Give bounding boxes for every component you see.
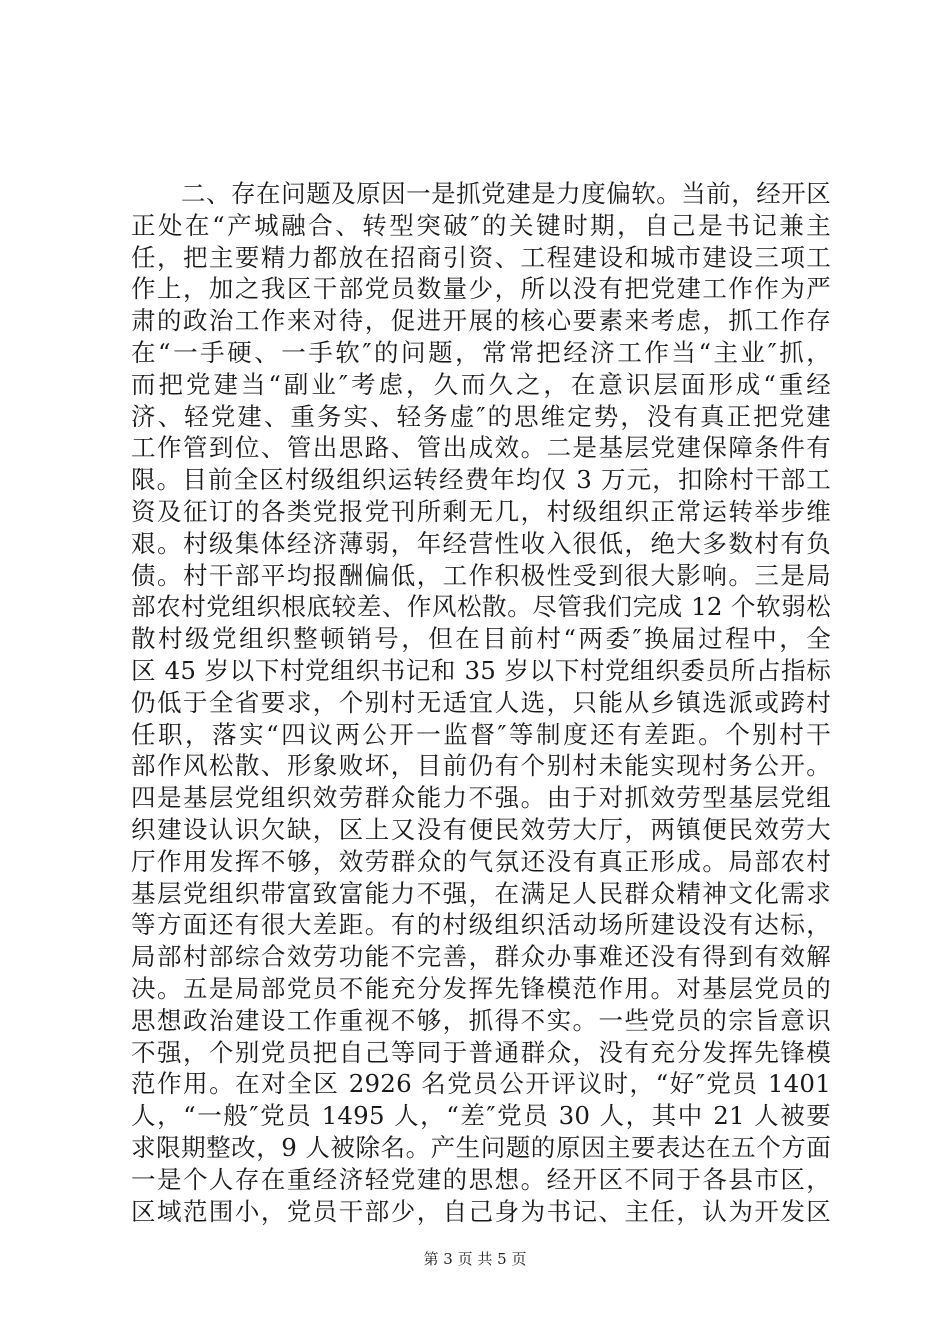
text-line: 求限期整改，9 人被除名。产生问题的原因主要表达在五个方面 — [131, 1132, 831, 1162]
text-line: 厅作用发挥不够，效劳群众的气氛还没有真正形成。局部农村 — [131, 846, 831, 876]
body-paragraph — [131, 178, 831, 1227]
text-line: 局部村部综合效劳功能不完善，群众办事难还没有得到有效解 — [131, 942, 831, 972]
text-line: 等方面还有很大差距。有的村级组织活动场所建设没有达标， — [131, 910, 831, 940]
text-line: 任，把主要精力都放在招商引资、工程建设和城市建设三项工 — [131, 242, 831, 272]
text-line: 思想政治建设工作重视不够，抓得不实。一些党员的宗旨意识 — [131, 1005, 831, 1035]
text-line: 四是基层党组织效劳群众能力不强。由于对抓效劳型基层党组 — [131, 783, 831, 813]
text-line: 资及征订的各类党报党刊所剩无几，村级组织正常运转举步维 — [131, 496, 831, 526]
text-line: 部作风松散、形象败坏，目前仍有个别村未能实现村务公开。 — [131, 751, 831, 781]
text-line: 织建设认识欠缺，区上又没有便民效劳大厅，两镇便民效劳大 — [131, 814, 831, 844]
text-line: 限。目前全区村级组织运转经费年均仅 3 万元，扣除村干部工 — [131, 465, 831, 495]
text-line: 区 45 岁以下村党组织书记和 35 岁以下村党组织委员所占指标 — [131, 655, 831, 685]
text-line: 部农村党组织根底较差、作风松散。尽管我们完成 12 个软弱松 — [131, 592, 831, 622]
text-line: 范作用。在对全区 2926 名党员公开评议时，“好″党员 1401 — [131, 1069, 831, 1099]
text-line: 区域范围小，党员干部少，自己身为书记、主任，认为开发区 — [131, 1196, 831, 1226]
text-line: 决。五是局部党员不能充分发挥先锋模范作用。对基层党员的 — [131, 973, 831, 1003]
text-line: 作上，加之我区干部党员数量少，所以没有把党建工作作为严 — [131, 274, 831, 304]
text-line: 人，“一般″党员 1495 人，“差″党员 30 人，其中 21 人被要 — [131, 1101, 831, 1131]
page-footer: 第 3 页 共 5 页 — [423, 1250, 527, 1268]
text-line: 工作管到位、管出思路、管出成效。二是基层党建保障条件有 — [131, 433, 831, 463]
text-line: 济、轻党建、重务实、轻务虚″的思维定势，没有真正把党建 — [131, 401, 831, 431]
text-line: 肃的政治工作来对待，促进开展的核心要素来考虑，抓工作存 — [131, 306, 831, 336]
text-line: 正处在“产城融合、转型突破″的关键时期，自己是书记兼主 — [131, 210, 831, 240]
text-line: 基层党组织带富致富能力不强，在满足人民群众精神文化需求 — [131, 878, 831, 908]
text-line: 二、存在问题及原因一是抓党建是力度偏软。当前，经开区 — [131, 179, 831, 208]
text-line: 在“一手硬、一手软″的问题，常常把经济工作当“主业″抓， — [131, 337, 831, 367]
text-line: 而把党建当“副业″考虑，久而久之，在意识层面形成“重经 — [131, 369, 831, 399]
text-line: 任职，落实“四议两公开一监督″等制度还有差距。个别村干 — [131, 719, 831, 749]
text-line: 一是个人存在重经济轻党建的思想。经开区不同于各县市区， — [131, 1164, 831, 1194]
text-line: 散村级党组织整顿销号，但在目前村“两委″换届过程中，全 — [131, 624, 831, 654]
text-line: 债。村干部平均报酬偏低，工作积极性受到很大影响。三是局 — [131, 560, 831, 590]
text-line: 仍低于全省要求，个别村无适宜人选，只能从乡镇选派或跨村 — [131, 687, 831, 717]
text-line: 艰。村级集体经济薄弱，年经营性收入很低，绝大多数村有负 — [131, 528, 831, 558]
text-line: 不强，个别党员把自己等同于普通群众，没有充分发挥先锋模 — [131, 1037, 831, 1067]
